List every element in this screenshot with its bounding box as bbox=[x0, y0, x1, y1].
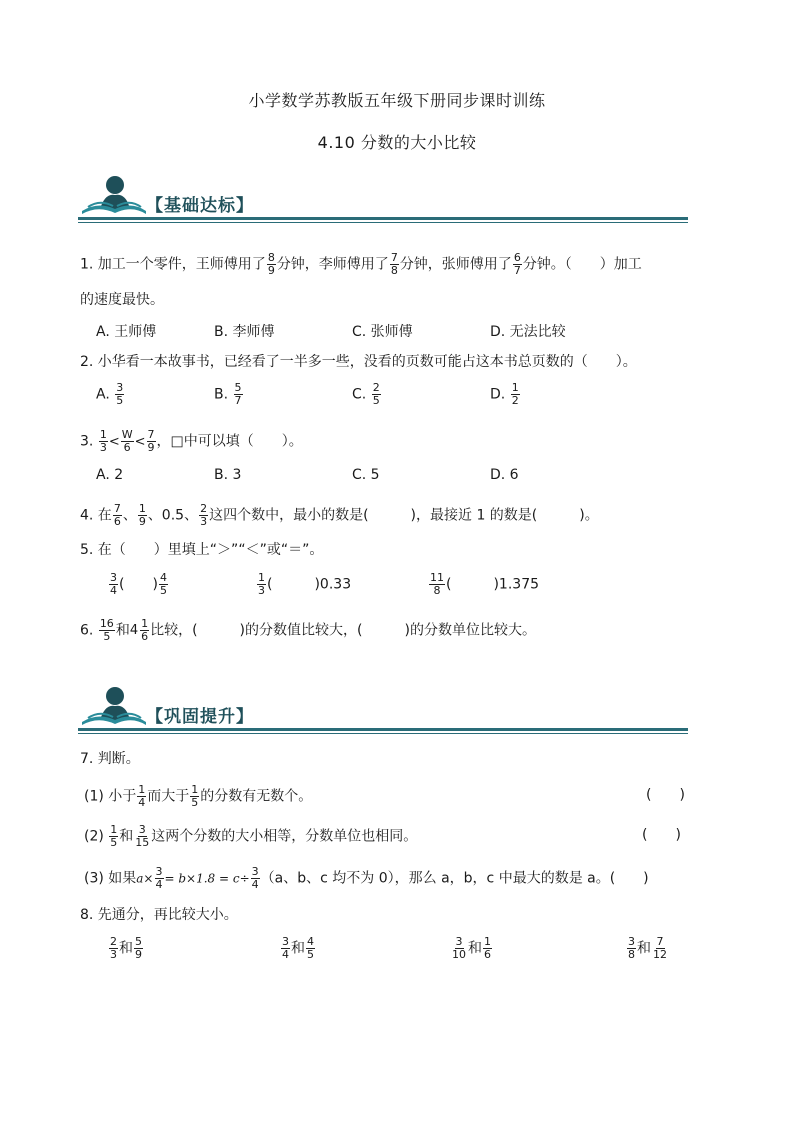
divider bbox=[78, 222, 688, 223]
q8-pair-2: $\frac{3}{4}$ 和 $\frac{4}{5}$ bbox=[282, 935, 314, 961]
question-6: 6. $\frac{16}{5}$ 和 4 $\frac{1}{6}$ 比较，( )的分数值比较大，( )的分数单位比较大。 bbox=[80, 617, 536, 643]
q5-item-3: $\frac{11}{8}$ ( )1.375 bbox=[430, 571, 540, 597]
q1-option-b: B. 李师傅 bbox=[214, 324, 275, 340]
page-title: 小学数学苏教版五年级下册同步课时训练 bbox=[248, 91, 546, 110]
q1-option-d: D. 无法比较 bbox=[490, 324, 566, 340]
q7-statement-2: (2) $\frac{1}{5}$ 和 $\frac{3}{15}$ 这两个分数的大小相等，分数单位也相同。 bbox=[84, 823, 418, 849]
question-4: 4. 在 $\frac{7}{6}$ 、 $\frac{1}{9}$ 、0.5、 $\frac{2}{3}$ 这四个数中，最小的数是( )，最接近 1 的数是( )。 bbox=[80, 502, 599, 528]
q2-option-a: A. $\frac{3}{5}$ bbox=[96, 381, 124, 407]
section-label: 【基础达标】 bbox=[146, 196, 254, 216]
q5-item-1: $\frac{3}{4}$ ( ) $\frac{4}{5}$ bbox=[110, 571, 167, 597]
q7-statement-1: (1) 小于 $\frac{1}{4}$ 而大于 $\frac{1}{5}$ 的分数有无数个。 bbox=[84, 783, 313, 809]
question-3: 3. $\frac{1}{3}$ < $\frac{W}{6}$ < $\frac{7}{9}$ ，□中可以填（ ）。 bbox=[80, 428, 303, 454]
q8-pair-1: $\frac{2}{3}$ 和 $\frac{5}{9}$ bbox=[110, 935, 142, 961]
section-header-basic bbox=[78, 173, 688, 223]
q2-option-d: D. $\frac{1}{2}$ bbox=[490, 381, 519, 407]
page-subtitle: 4.10 分数的大小比较 bbox=[317, 133, 477, 152]
q3-option-b: B. 3 bbox=[214, 467, 242, 483]
divider bbox=[78, 217, 688, 220]
question-7: 7. 判断。 bbox=[80, 751, 140, 767]
q1-option-c: C. 张师傅 bbox=[352, 324, 413, 340]
divider bbox=[78, 728, 688, 731]
q7-statement-3: (3) 如果a× $\frac{3}{4}$ = b×1.8 = c÷ $\frac{3}{4}$ （a、b、c 均不为 0），那么 a，b，c 中最大的数是 a。( ) bbox=[84, 865, 649, 891]
q7-answer-1[interactable]: ( ) bbox=[646, 787, 685, 803]
q3-option-c: C. 5 bbox=[352, 467, 380, 483]
reading-student-icon bbox=[78, 684, 148, 730]
reading-student-icon bbox=[78, 173, 148, 219]
q7-answer-2[interactable]: ( ) bbox=[642, 827, 681, 843]
divider bbox=[78, 733, 688, 734]
question-1: 1. 加工一个零件，王师傅用了 $\frac{8}{9}$ 分钟，李师傅用了 $\frac{7}{8}$ 分钟，张师傅用了 $\frac{6}{7}$ 分钟。（ ）加工 bbox=[80, 251, 642, 277]
question-1-cont: 的速度最快。 bbox=[80, 292, 164, 308]
fraction: $\frac{7}{8}$ bbox=[390, 251, 398, 277]
q3-option-a: A. 2 bbox=[96, 467, 124, 483]
q8-pair-4: $\frac{3}{8}$ 和 $\frac{7}{12}$ bbox=[628, 935, 667, 961]
question-8: 8. 先通分，再比较大小。 bbox=[80, 907, 238, 923]
q5-item-2: $\frac{1}{3}$ ( )0.33 bbox=[258, 571, 352, 597]
fraction: $\frac{6}{7}$ bbox=[513, 251, 521, 277]
question-2: 2. 小华看一本故事书，已经看了一半多一些，没看的页数可能占这本书总页数的（ ）。 bbox=[80, 354, 637, 370]
question-5: 5. 在（ ）里填上“＞”“＜”或“＝”。 bbox=[80, 542, 324, 558]
q3-option-d: D. 6 bbox=[490, 467, 519, 483]
fraction: $\frac{8}{9}$ bbox=[267, 251, 275, 277]
q8-pair-3: $\frac{3}{10}$ 和 $\frac{1}{6}$ bbox=[452, 935, 491, 961]
q1-option-a: A. 王师傅 bbox=[96, 324, 157, 340]
section-label: 【巩固提升】 bbox=[146, 707, 254, 727]
section-header-consolidate bbox=[78, 684, 688, 734]
q2-option-c: C. $\frac{2}{5}$ bbox=[352, 381, 380, 407]
q2-option-b: B. $\frac{5}{7}$ bbox=[214, 381, 242, 407]
